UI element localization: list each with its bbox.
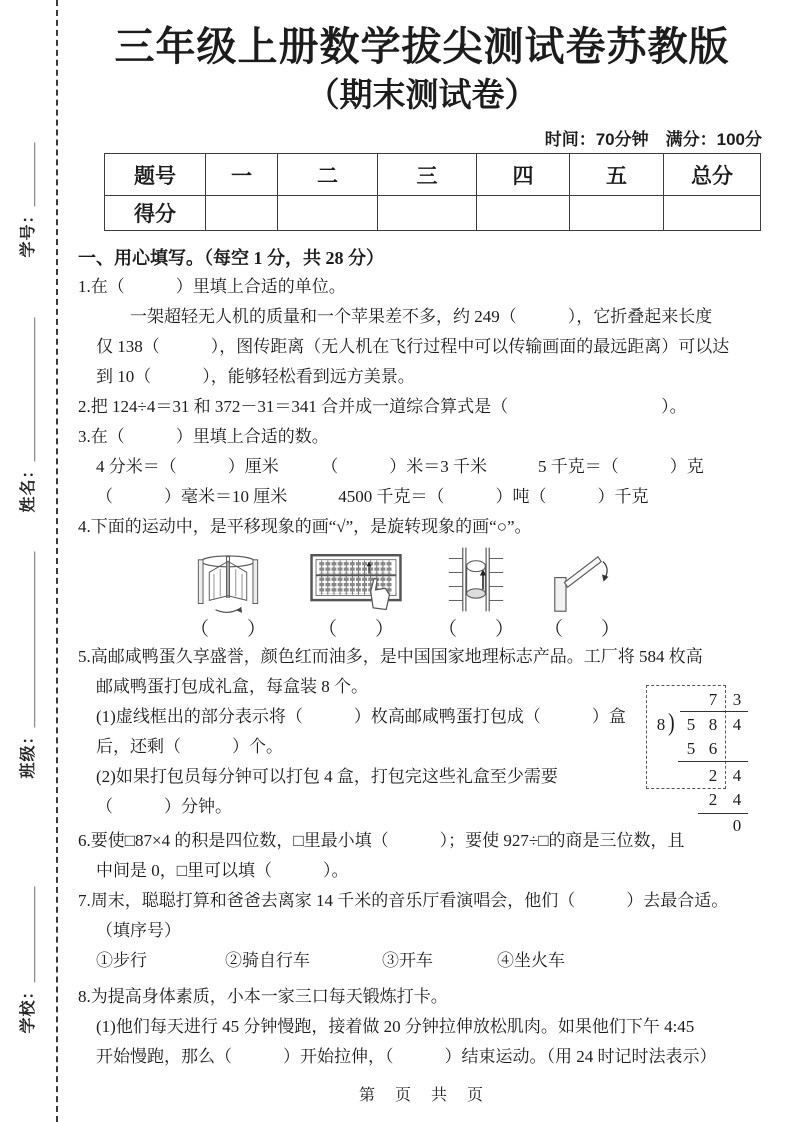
score-header-cell: 五 xyxy=(570,154,664,196)
score-header-cell: 总分 xyxy=(664,154,761,196)
division-rule-line xyxy=(698,813,748,814)
question-7 xyxy=(78,886,766,976)
division-vinculum xyxy=(680,711,748,712)
seal-dashed-line xyxy=(56,0,58,1122)
division-digit: 5 xyxy=(686,715,696,734)
division-rule-line xyxy=(678,761,748,762)
division-digit: 2 xyxy=(708,766,718,785)
question-line: （ ）分钟。 xyxy=(96,797,232,816)
student-name-field xyxy=(15,295,37,535)
division-digit: 7 xyxy=(708,690,718,709)
question-line: 一架超轻无人机的质量和一个苹果差不多，约 249（ ），它折叠起来长度 xyxy=(130,307,713,326)
question-line: 到 10（ ），能够轻松看到远方美景。 xyxy=(96,367,415,386)
barrier-gate-image xyxy=(540,552,624,616)
page-title: 三年级上册数学拔尖测试卷苏教版 xyxy=(114,25,730,69)
score-row-label: 得分 xyxy=(105,196,206,231)
option-drive: ③开车 xyxy=(382,951,433,970)
score-cell xyxy=(278,196,378,231)
question-line: 仅 138（ ），图传距离（无人机在飞行过程中可以传输画面的最远距离）可以达 xyxy=(96,337,730,356)
class-blank: ＿＿＿＿＿＿＿＿＿＿＿ xyxy=(20,551,37,728)
answer-parens: （ ） xyxy=(544,619,621,640)
division-divisor: 8 xyxy=(656,715,666,734)
elevator-figure xyxy=(438,546,514,642)
score-header-cell: 四 xyxy=(477,154,570,196)
question-line: 6.要使□87×4 的积是四位数，□里最小填（ ）；要使 927÷□的商是三位数，且 xyxy=(78,831,685,850)
elevator-image xyxy=(439,546,513,616)
option-bicycle: ②骑自行车 xyxy=(225,951,310,970)
question-line: (2)如果打包员每分钟可以打包 4 盒，打包完这些礼盒至少需要 xyxy=(96,767,558,786)
question-2 xyxy=(78,392,766,422)
option-train: ④坐火车 xyxy=(497,951,565,970)
school-label: 学校： xyxy=(20,982,37,1034)
question-line: 1.在（ ）里填上合适的单位。 xyxy=(78,277,346,296)
page-footer: 第 页 共 页 xyxy=(358,1087,485,1104)
question-7-options xyxy=(78,946,766,976)
answer-parens: （ ） xyxy=(317,619,394,640)
revolving-door-image xyxy=(182,552,274,616)
score-cell xyxy=(378,196,477,231)
answer-parens: （ ） xyxy=(189,619,266,640)
abacus-figure xyxy=(300,554,412,642)
question-6 xyxy=(78,826,766,886)
division-digit: 3 xyxy=(732,690,742,709)
question-line: 邮咸鸭蛋打包成礼盒，每盒装 8 个。 xyxy=(96,677,368,696)
question-line: 开始慢跑，那么（ ）开始拉伸，（ ）结束运动。（用 24 时记时法表示） xyxy=(96,1047,717,1066)
division-bracket: ) xyxy=(668,709,675,737)
page-subtitle: （期末测试卷） xyxy=(306,76,538,113)
score-header-cell: 三 xyxy=(378,154,477,196)
school-field xyxy=(15,840,37,1080)
division-digit: 4 xyxy=(732,766,742,785)
question-line: (1)虚线框出的部分表示将（ ）枚高邮咸鸭蛋打包成（ ）盒 xyxy=(96,707,626,726)
class-label: 班级： xyxy=(20,727,37,779)
answer-parens: （ ） xyxy=(438,619,515,640)
abacus-image xyxy=(300,554,412,616)
section-one-heading: 一、用心填写。（每空 1 分，共 28 分） xyxy=(78,248,384,268)
question-1 xyxy=(78,272,766,392)
question-line: (1)他们每天进行 45 分钟慢跑，接着做 20 分钟拉伸放松肌肉。如果他们下午 4:45 xyxy=(96,1017,695,1036)
division-digit: 5 xyxy=(686,739,696,758)
question-line: 8.为提高身体素质，小本一家三口每天锻炼打卡。 xyxy=(78,987,448,1006)
score-header-cell: 二 xyxy=(278,154,378,196)
question-line: （填序号） xyxy=(96,921,181,940)
question-4 xyxy=(78,512,766,642)
score-table-header-row xyxy=(105,154,761,196)
question-line: （ ）毫米＝10 厘米 4500 千克＝（ ）吨（ ）千克 xyxy=(96,487,649,506)
division-digit: 2 xyxy=(708,790,718,809)
question-line: 3.在（ ）里填上合适的数。 xyxy=(78,427,329,446)
score-cell xyxy=(664,196,761,231)
school-blank: ＿＿＿＿＿＿ xyxy=(20,886,37,983)
question-line: 中间是 0，□里可以填（ ）。 xyxy=(96,861,349,880)
question-line: 5.高邮咸鸭蛋久享盛誉，颜色红而油多，是中国国家地理标志产品。工厂将 584 枚高 xyxy=(78,647,703,666)
score-cell xyxy=(206,196,278,231)
division-digit: 0 xyxy=(732,816,742,835)
student-id-field xyxy=(15,80,37,320)
question-8 xyxy=(78,982,766,1072)
division-digit: 4 xyxy=(732,715,742,734)
question-line: 后，还剩（ ）个。 xyxy=(96,737,283,756)
long-division xyxy=(642,687,762,843)
paper-content xyxy=(78,0,766,1105)
question-3 xyxy=(78,422,766,512)
question-line: 4 分米＝（ ）厘米 （ ）米＝3 千米 5 千克＝（ ）克 xyxy=(96,457,704,476)
division-digit: 8 xyxy=(708,715,718,734)
question-5 xyxy=(78,642,766,835)
score-table xyxy=(104,153,761,231)
division-digit: 6 xyxy=(708,739,718,758)
student-id-label: 学号： xyxy=(20,206,37,258)
barrier-gate-figure xyxy=(540,552,624,642)
student-name-blank: ＿＿＿＿＿＿＿＿＿ xyxy=(20,317,37,462)
question-line: 4.下面的运动中，是平移现象的画“√”，是旋转现象的画“○”。 xyxy=(78,517,532,536)
question-line: 7.周末，聪聪打算和爸爸去离家 14 千米的音乐厅看演唱会，他们（ ）去最合适。 xyxy=(78,891,729,910)
student-name-label: 姓名： xyxy=(20,461,37,513)
score-cell xyxy=(477,196,570,231)
option-walk: ①步行 xyxy=(96,951,147,970)
exam-meta: 时间：70分钟 满分：100分 xyxy=(544,130,762,149)
score-header-cell: 题号 xyxy=(105,154,206,196)
question-line: 2.把 124÷4＝31 和 372－31＝341 合并成一道综合算式是（ ）。 xyxy=(78,397,687,416)
student-id-blank: ＿＿＿＿ xyxy=(20,142,37,207)
class-field xyxy=(15,545,37,785)
score-cell xyxy=(570,196,664,231)
question-4-figures xyxy=(182,546,766,642)
revolving-door-figure xyxy=(182,552,274,642)
division-digit: 4 xyxy=(732,790,742,809)
score-table-score-row xyxy=(105,196,761,231)
score-header-cell: 一 xyxy=(206,154,278,196)
